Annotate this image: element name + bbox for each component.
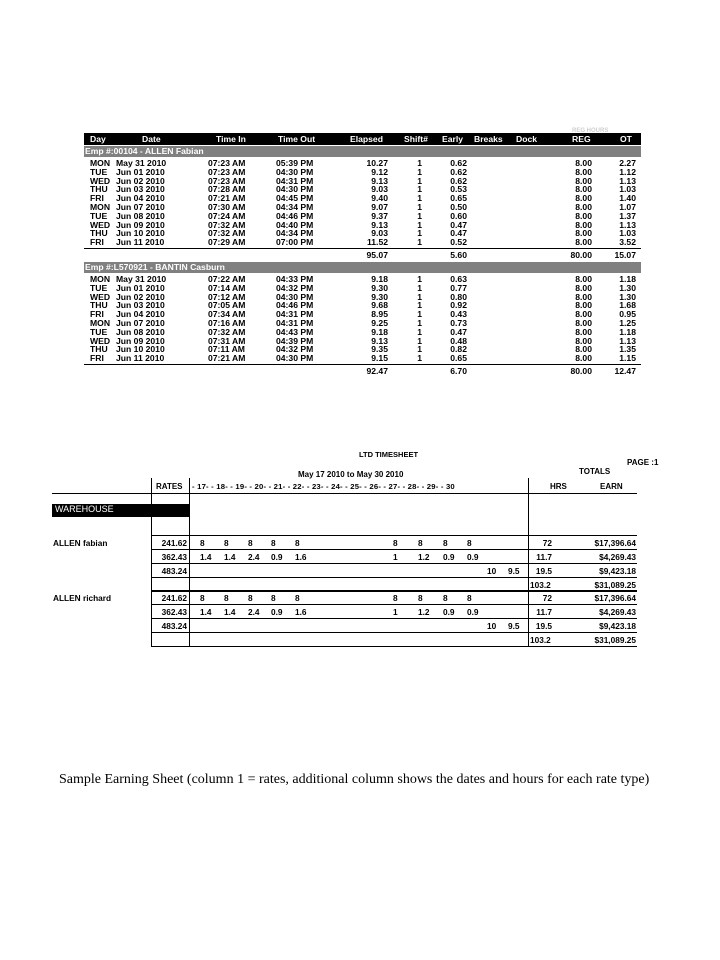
cell-elapsed: 9.35 <box>371 344 388 355</box>
employee-name: ALLEN fabian <box>53 538 108 548</box>
total-early: 5.60 <box>450 249 467 260</box>
hours-cell: 8 <box>393 538 398 548</box>
header-early: Early <box>442 134 464 144</box>
cell-date: Jun 10 2010 <box>116 228 165 239</box>
cell-day: TUE <box>90 166 108 177</box>
cell-reg: 8.00 <box>575 219 592 230</box>
cell-day: FRI <box>90 193 104 204</box>
hours-cell: 8 <box>418 538 423 548</box>
employee-name: ALLEN richard <box>53 593 112 603</box>
cell-reg: 8.00 <box>575 158 592 168</box>
rate-value: 362.43 <box>161 607 187 617</box>
cell-elapsed: 9.15 <box>371 353 388 364</box>
hrs-total: 72 <box>542 593 552 603</box>
header-dock: Dock <box>516 134 538 144</box>
cell-reg: 8.00 <box>575 228 592 239</box>
cell-time-in: 07:11 AM <box>208 344 245 355</box>
cell-reg: 8.00 <box>575 326 592 337</box>
cell-day: THU <box>90 300 108 311</box>
hours-cell: 2.4 <box>248 552 260 562</box>
cell-elapsed: 9.68 <box>371 300 388 311</box>
cell-reg: 8.00 <box>575 175 592 186</box>
hours-cell: 8 <box>467 538 472 548</box>
department-label: WAREHOUSE <box>55 504 114 514</box>
cell-ot: 1.03 <box>619 184 636 195</box>
row-rule <box>151 618 637 619</box>
cell-time-in: 07:34 AM <box>208 309 246 320</box>
cell-early: 0.77 <box>450 282 467 293</box>
cell-ot: 1.18 <box>619 326 636 337</box>
cell-time-in: 07:24 AM <box>208 210 246 221</box>
header-ot: OT <box>620 134 632 144</box>
date-range: May 17 2010 to May 30 2010 <box>298 470 404 479</box>
hours-cell: 0.9 <box>271 607 283 617</box>
hours-cell: 9.5 <box>508 566 520 576</box>
hours-cell: 8 <box>248 538 253 548</box>
rate-value: 483.24 <box>161 621 187 631</box>
cell-time-out: 04:40 PM <box>276 219 314 230</box>
cell-shift: 1 <box>417 273 422 284</box>
cell-shift: 1 <box>417 317 422 328</box>
rate-value: 483.24 <box>161 566 187 576</box>
row-rule <box>151 604 637 605</box>
cell-ot: 1.35 <box>619 344 636 355</box>
cell-elapsed: 9.18 <box>371 326 388 337</box>
cell-elapsed: 9.03 <box>371 228 388 239</box>
cell-shift: 1 <box>417 335 422 346</box>
cell-elapsed: 8.95 <box>371 309 388 320</box>
cell-date: May 31 2010 <box>116 273 167 284</box>
hours-cell: 0.9 <box>467 607 479 617</box>
cell-time-out: 04:32 PM <box>276 282 314 293</box>
page-number: PAGE :1 <box>627 458 659 467</box>
cell-time-out: 04:34 PM <box>276 228 314 239</box>
cell-elapsed: 9.03 <box>371 184 388 195</box>
hrs-total: 103.2 <box>530 635 551 645</box>
hours-cell: 10 <box>487 566 497 576</box>
cell-time-in: 07:30 AM <box>208 201 246 212</box>
cell-shift: 1 <box>417 237 422 248</box>
hours-cell: 9.5 <box>508 621 520 631</box>
cell-ot: 1.30 <box>619 282 636 293</box>
earn-total: $17,396.64 <box>594 538 636 548</box>
hrs-label: HRS <box>550 482 567 491</box>
cell-elapsed: 9.40 <box>371 193 388 204</box>
cell-time-out: 04:46 PM <box>276 210 314 221</box>
hrs-total: 11.7 <box>536 552 552 562</box>
hours-cell: 1.4 <box>224 607 236 617</box>
cell-shift: 1 <box>417 291 422 302</box>
cell-early: 0.62 <box>450 175 467 186</box>
hrs-total: 72 <box>542 538 552 548</box>
row-rule <box>151 646 637 647</box>
row-rule <box>151 591 637 592</box>
cell-ot: 1.13 <box>619 335 636 346</box>
cell-shift: 1 <box>417 228 422 239</box>
cell-time-out: 04:34 PM <box>276 201 314 212</box>
cell-early: 0.63 <box>450 273 467 284</box>
cell-early: 0.50 <box>450 201 467 212</box>
cell-elapsed: 9.12 <box>371 166 388 177</box>
total-ot: 15.07 <box>614 249 636 260</box>
cell-elapsed: 9.25 <box>371 317 388 328</box>
cell-time-in: 07:12 AM <box>208 291 246 302</box>
cell-time-in: 07:21 AM <box>208 353 246 364</box>
cell-time-out: 04:30 PM <box>276 353 314 364</box>
cell-day: TUE <box>90 210 108 221</box>
cell-time-out: 04:30 PM <box>276 291 314 302</box>
cell-shift: 1 <box>417 201 422 212</box>
hours-cell: 0.9 <box>271 552 283 562</box>
cell-reg: 8.00 <box>575 237 592 248</box>
cell-day: THU <box>90 344 108 355</box>
cell-time-out: 04:33 PM <box>276 273 314 284</box>
cell-day: MON <box>90 273 111 284</box>
ltd-title: LTD TIMESHEET <box>359 450 419 459</box>
cell-shift: 1 <box>417 184 422 195</box>
cell-time-in: 07:23 AM <box>208 158 246 168</box>
cell-ot: 1.25 <box>619 317 636 328</box>
cell-reg: 8.00 <box>575 273 592 284</box>
cell-time-in: 07:32 AM <box>208 219 246 230</box>
cell-elapsed: 9.37 <box>371 210 388 221</box>
header-time-out: Time Out <box>278 134 316 144</box>
hours-cell: 8 <box>224 538 229 548</box>
cell-early: 0.47 <box>450 219 467 230</box>
cell-reg: 8.00 <box>575 201 592 212</box>
cell-date: Jun 10 2010 <box>116 344 165 355</box>
cell-date: Jun 11 2010 <box>116 237 165 248</box>
cell-reg: 8.00 <box>575 317 592 328</box>
hours-cell: 1.2 <box>418 607 430 617</box>
hours-cell: 0.9 <box>443 607 455 617</box>
cell-ot: 1.18 <box>619 273 636 284</box>
cell-elapsed: 9.30 <box>371 282 388 293</box>
cell-early: 0.80 <box>450 291 467 302</box>
cell-time-in: 07:29 AM <box>208 237 246 248</box>
cell-day: WED <box>90 335 111 346</box>
cell-early: 0.65 <box>450 193 467 204</box>
cell-shift: 1 <box>417 300 422 311</box>
total-reg: 80.00 <box>570 365 592 376</box>
cell-day: TUE <box>90 326 108 337</box>
cell-shift: 1 <box>417 193 422 204</box>
hours-cell: 8 <box>200 538 205 548</box>
cell-ot: 0.95 <box>619 309 636 320</box>
earn-total: $4,269.43 <box>599 552 636 562</box>
cell-time-in: 07:05 AM <box>208 300 246 311</box>
cell-early: 0.47 <box>450 326 467 337</box>
total-elapsed: 95.07 <box>366 249 388 260</box>
cell-time-in: 07:23 AM <box>208 166 246 177</box>
cell-time-in: 07:32 AM <box>208 326 246 337</box>
cell-date: Jun 11 2010 <box>116 353 165 364</box>
cell-time-out: 04:30 PM <box>276 184 314 195</box>
hours-cell: 1.6 <box>295 552 307 562</box>
cell-date: Jun 04 2010 <box>116 193 165 204</box>
cell-day: MON <box>90 158 111 168</box>
cell-early: 0.65 <box>450 353 467 364</box>
cell-date: Jun 02 2010 <box>116 291 165 302</box>
cell-ot: 1.07 <box>619 201 636 212</box>
cell-date: Jun 08 2010 <box>116 326 165 337</box>
hours-cell: 10 <box>487 621 497 631</box>
hours-cell: 1.2 <box>418 552 430 562</box>
cell-shift: 1 <box>417 158 422 168</box>
employee-top-rule <box>151 590 637 591</box>
cell-date: Jun 01 2010 <box>116 166 165 177</box>
cell-reg: 8.00 <box>575 291 592 302</box>
hours-cell: 1.4 <box>200 607 212 617</box>
cell-reg: 8.00 <box>575 353 592 364</box>
hours-cell: 8 <box>393 593 398 603</box>
hours-cell: 8 <box>295 593 300 603</box>
header-rule <box>52 493 637 494</box>
cell-reg: 8.00 <box>575 300 592 311</box>
hrs-total: 19.5 <box>535 566 552 576</box>
cell-time-out: 04:30 PM <box>276 166 314 177</box>
cell-day: MON <box>90 317 111 328</box>
hours-cell: 8 <box>271 538 276 548</box>
cell-early: 0.92 <box>450 300 467 311</box>
cell-reg: 8.00 <box>575 210 592 221</box>
cell-early: 0.62 <box>450 166 467 177</box>
row-rule <box>151 632 637 633</box>
cell-ot: 1.03 <box>619 228 636 239</box>
cell-day: WED <box>90 175 111 186</box>
cell-early: 0.60 <box>450 210 467 221</box>
cell-early: 0.52 <box>450 237 467 248</box>
cell-time-out: 04:31 PM <box>276 309 314 320</box>
cell-elapsed: 11.52 <box>366 237 388 248</box>
rate-value: 241.62 <box>161 538 187 548</box>
hours-cell: 1.4 <box>224 552 236 562</box>
cell-shift: 1 <box>417 282 422 293</box>
cell-elapsed: 9.30 <box>371 291 388 302</box>
rate-value: 241.62 <box>161 593 187 603</box>
cell-time-out: 04:31 PM <box>276 317 314 328</box>
cell-ot: 2.27 <box>619 158 636 168</box>
total-early: 6.70 <box>450 365 467 376</box>
cell-elapsed: 9.07 <box>371 201 388 212</box>
rate-value: 362.43 <box>161 552 187 562</box>
header-elapsed: Elapsed <box>350 134 383 144</box>
cell-reg: 8.00 <box>575 184 592 195</box>
cell-date: Jun 07 2010 <box>116 317 165 328</box>
header-day: Day <box>90 134 106 144</box>
hours-cell: 1 <box>393 607 398 617</box>
row-rule <box>151 563 637 564</box>
cell-shift: 1 <box>417 309 422 320</box>
rates-label: RATES <box>156 482 183 491</box>
cell-time-in: 07:31 AM <box>208 335 246 346</box>
cell-date: May 31 2010 <box>116 158 167 168</box>
cell-date: Jun 08 2010 <box>116 210 165 221</box>
earn-total: $9,423.18 <box>599 566 636 576</box>
cell-day: TUE <box>90 282 108 293</box>
cell-shift: 1 <box>417 210 422 221</box>
hrs-total: 103.2 <box>530 580 551 590</box>
cell-date: Jun 03 2010 <box>116 300 165 311</box>
cell-day: FRI <box>90 309 104 320</box>
cell-early: 0.82 <box>450 344 467 355</box>
cell-time-out: 05:39 PM <box>276 158 314 168</box>
cell-elapsed: 9.13 <box>371 175 388 186</box>
hours-cell: 2.4 <box>248 607 260 617</box>
total-reg: 80.00 <box>570 249 592 260</box>
cell-early: 0.62 <box>450 158 467 168</box>
reg-hours-ghost-label: REG HOURS <box>572 128 609 134</box>
cell-ot: 1.40 <box>619 193 636 204</box>
cell-elapsed: 10.27 <box>366 158 388 168</box>
cell-day: FRI <box>90 353 104 364</box>
hours-cell: 8 <box>295 538 300 548</box>
cell-day: WED <box>90 291 111 302</box>
earn-total: $9,423.18 <box>599 621 636 631</box>
hours-cell: 8 <box>443 538 448 548</box>
cell-ot: 1.68 <box>619 300 636 311</box>
hours-cell: 8 <box>418 593 423 603</box>
cell-time-in: 07:32 AM <box>208 228 246 239</box>
cell-time-out: 04:45 PM <box>276 193 314 204</box>
cell-date: Jun 09 2010 <box>116 335 165 346</box>
cell-time-out: 04:31 PM <box>276 175 314 186</box>
row-rule <box>151 549 637 550</box>
cell-date: Jun 04 2010 <box>116 309 165 320</box>
cell-date: Jun 01 2010 <box>116 282 165 293</box>
header-date: Date <box>142 134 161 144</box>
cell-time-in: 07:28 AM <box>208 184 246 195</box>
cell-ot: 1.13 <box>619 219 636 230</box>
cell-reg: 8.00 <box>575 335 592 346</box>
cell-time-in: 07:23 AM <box>208 175 246 186</box>
cell-shift: 1 <box>417 326 422 337</box>
cell-time-out: 04:39 PM <box>276 335 314 346</box>
hours-cell: 1 <box>393 552 398 562</box>
cell-day: THU <box>90 228 108 239</box>
cell-reg: 8.00 <box>575 344 592 355</box>
total-elapsed: 92.47 <box>366 365 388 376</box>
cell-ot: 1.13 <box>619 175 636 186</box>
header-breaks: Breaks <box>474 134 503 144</box>
cell-ot: 1.12 <box>619 166 636 177</box>
hours-cell: 8 <box>467 593 472 603</box>
hours-cell: 8 <box>200 593 205 603</box>
total-ot: 12.47 <box>614 365 636 376</box>
cell-date: Jun 07 2010 <box>116 201 165 212</box>
cell-ot: 1.37 <box>619 210 636 221</box>
cell-ot: 3.52 <box>619 237 636 248</box>
department-bar <box>52 504 189 517</box>
cell-reg: 8.00 <box>575 282 592 293</box>
totals-label: TOTALS <box>579 467 611 476</box>
cell-date: Jun 09 2010 <box>116 219 165 230</box>
cell-time-out: 04:46 PM <box>276 300 314 311</box>
caption: Sample Earning Sheet (column 1 = rates, additional column shows the dates and hours for each rate type) <box>59 772 650 787</box>
cell-time-in: 07:22 AM <box>208 273 246 284</box>
cell-shift: 1 <box>417 344 422 355</box>
earn-label: EARN <box>600 482 623 491</box>
earn-total: $31,089.25 <box>594 635 636 645</box>
row-rule <box>151 577 637 578</box>
earn-total: $17,396.64 <box>594 593 636 603</box>
cell-elapsed: 9.18 <box>371 273 388 284</box>
cell-shift: 1 <box>417 219 422 230</box>
cell-early: 0.43 <box>450 309 467 320</box>
hrs-total: 11.7 <box>536 607 552 617</box>
hours-cell: 1.4 <box>200 552 212 562</box>
cell-day: WED <box>90 219 111 230</box>
hours-cell: 8 <box>443 593 448 603</box>
cell-early: 0.73 <box>450 317 467 328</box>
cell-elapsed: 9.13 <box>371 219 388 230</box>
employee-label: Emp #:00104 - ALLEN Fabian <box>85 146 204 156</box>
cell-early: 0.47 <box>450 228 467 239</box>
cell-day: FRI <box>90 237 104 248</box>
cell-time-in: 07:16 AM <box>208 317 246 328</box>
cell-day: THU <box>90 184 108 195</box>
cell-date: Jun 03 2010 <box>116 184 165 195</box>
header-reg: REG <box>572 134 591 144</box>
employee-label: Emp #:L570921 - BANTIN Casburn <box>85 261 225 272</box>
cell-time-out: 04:32 PM <box>276 344 314 355</box>
cell-reg: 8.00 <box>575 166 592 177</box>
earn-total: $4,269.43 <box>599 607 636 617</box>
cell-ot: 1.15 <box>619 353 636 364</box>
employee-top-rule <box>151 535 637 536</box>
earn-total: $31,089.25 <box>594 580 636 590</box>
hours-cell: 0.9 <box>443 552 455 562</box>
cell-time-out: 07:00 PM <box>276 237 314 248</box>
cell-early: 0.48 <box>450 335 467 346</box>
cell-reg: 8.00 <box>575 193 592 204</box>
hours-cell: 8 <box>224 593 229 603</box>
cell-reg: 8.00 <box>575 309 592 320</box>
hrs-total: 19.5 <box>535 621 552 631</box>
cell-day: MON <box>90 201 111 212</box>
cell-shift: 1 <box>417 175 422 186</box>
cell-time-in: 07:14 AM <box>208 282 246 293</box>
totals-divider <box>528 478 529 646</box>
cell-early: 0.53 <box>450 184 467 195</box>
days-divider <box>189 478 190 646</box>
hours-cell: 1.6 <box>295 607 307 617</box>
cell-shift: 1 <box>417 166 422 177</box>
hours-cell: 0.9 <box>467 552 479 562</box>
cell-ot: 1.30 <box>619 291 636 302</box>
cell-date: Jun 02 2010 <box>116 175 165 186</box>
cell-shift: 1 <box>417 353 422 364</box>
header-time-in: Time In <box>216 134 246 144</box>
hours-cell: 8 <box>271 593 276 603</box>
cell-time-out: 04:43 PM <box>276 326 314 337</box>
header-shift: Shift# <box>404 134 428 144</box>
cell-time-in: 07:21 AM <box>208 193 246 204</box>
days-header: - 17- - 18- - 19- - 20- - 21- - 22- - 23- - 24- - 25- - 26- - 27- - 28- - 29- - 30 <box>192 482 455 491</box>
hours-cell: 8 <box>248 593 253 603</box>
cell-elapsed: 9.13 <box>371 335 388 346</box>
